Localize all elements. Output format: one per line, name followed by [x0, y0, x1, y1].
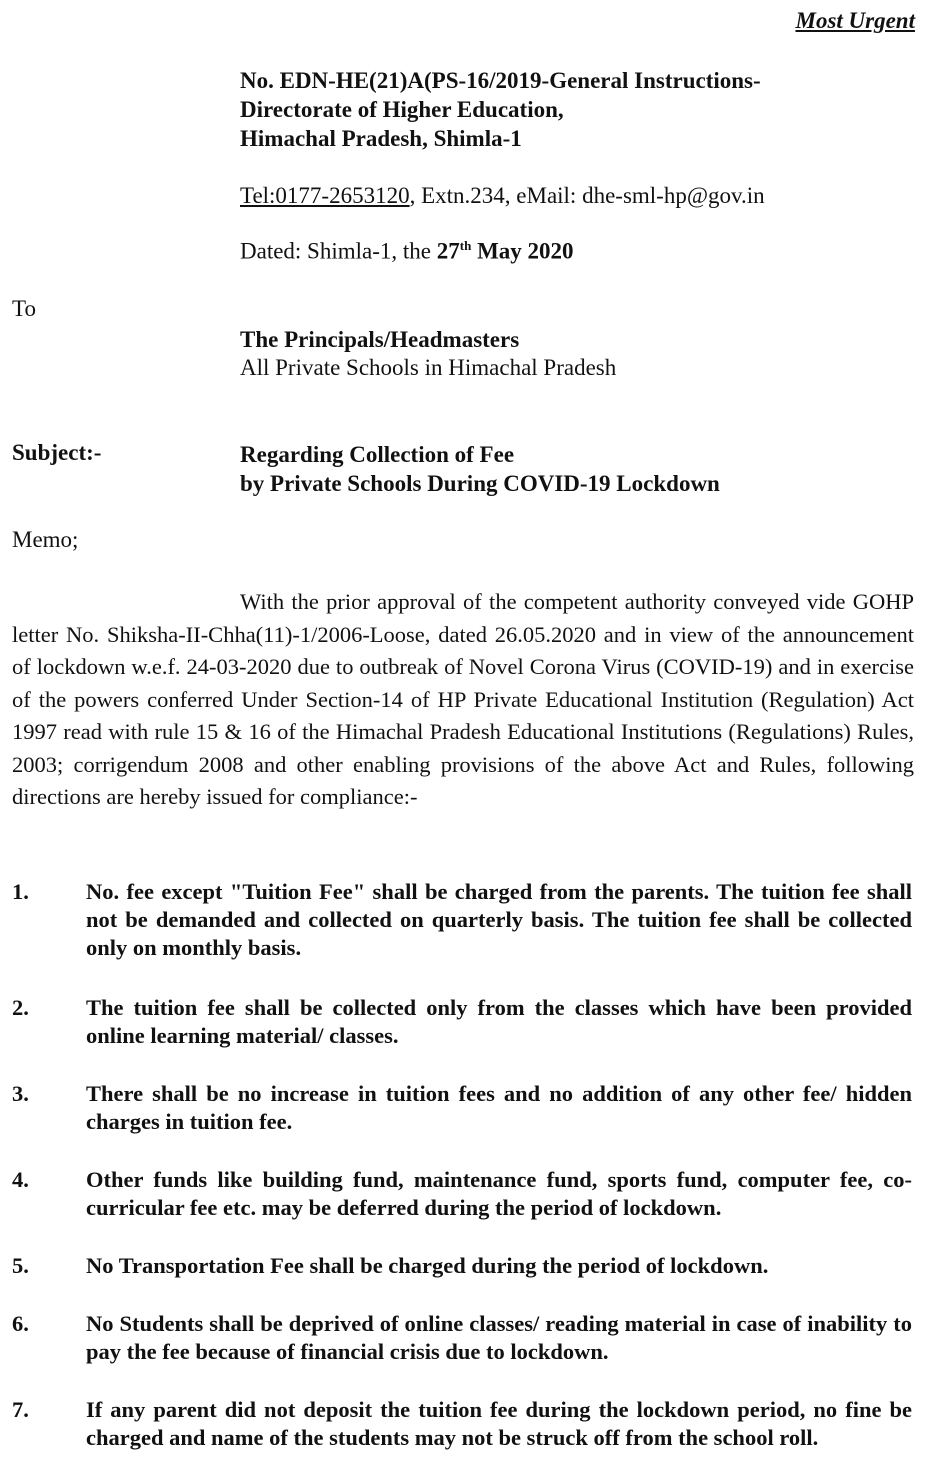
- contact-line: [240, 183, 765, 209]
- subject-line-2: by Private Schools During COVID-19 Lockdown: [240, 471, 720, 496]
- date-line: [240, 238, 574, 265]
- direction-text: No Transportation Fee shall be charged during the period of lockdown.: [86, 1253, 769, 1278]
- contact-details: , Extn.234, eMail: dhe-sml-hp@gov.in: [409, 183, 765, 208]
- urgency-label: Most Urgent: [795, 8, 915, 33]
- issuing-location: Himachal Pradesh, Shimla-1: [240, 126, 522, 151]
- direction-number: 4.: [12, 1167, 29, 1192]
- addressee-org: All Private Schools in Himachal Pradesh: [240, 355, 617, 380]
- direction-number: 1.: [12, 879, 29, 904]
- direction-text: If any parent did not deposit the tuition fee during the lockdown period, no fine be charged and name of the students may not be struck off from the school roll.: [86, 1397, 912, 1450]
- addressee-title: The Principals/Headmasters: [240, 327, 520, 352]
- subject-line-1: Regarding Collection of Fee: [240, 442, 515, 467]
- direction-text: No. fee except "Tuition Fee" shall be charged from the parents. The tuition fee shall not be demanded and collected on quarterly basis. The tuition fee shall be collected only on monthly basis.: [86, 879, 912, 960]
- reference-block: [240, 66, 761, 153]
- direction-text: There shall be no increase in tuition fees and no addition of any other fee/ hidden charges in tuition fee.: [86, 1081, 912, 1134]
- direction-number: 7.: [12, 1397, 29, 1422]
- direction-number: 6.: [12, 1311, 29, 1336]
- direction-number: 3.: [12, 1081, 29, 1106]
- issuing-office: Directorate of Higher Education,: [240, 97, 564, 122]
- subject-block: [240, 440, 720, 498]
- direction-number: 5.: [12, 1253, 29, 1278]
- addressee-block: [240, 326, 616, 382]
- memo-label: Memo;: [12, 527, 79, 552]
- direction-text: Other funds like building fund, maintenance fund, sports fund, computer fee, co-curricular fee etc. may be deferred during the period of lockdown.: [86, 1167, 912, 1220]
- date-prefix: Dated: Shimla-1, the: [240, 238, 437, 264]
- direction-text: The tuition fee shall be collected only from the classes which have been provided online learning material/ classes.: [86, 995, 912, 1048]
- date-day: 27: [436, 238, 460, 264]
- reference-number: No. EDN-HE(21)A(PS-16/2019-General Instructions-: [240, 68, 761, 93]
- direction-number: 2.: [12, 995, 29, 1020]
- telephone-number: Tel:0177-2653120: [240, 183, 410, 208]
- to-label: To: [12, 296, 36, 321]
- subject-label: Subject:-: [12, 440, 102, 465]
- date-suffix: th: [459, 238, 472, 253]
- date-month-year: May 2020: [471, 238, 574, 264]
- direction-text: No Students shall be deprived of online classes/ reading material in case of inability to pay the fee because of financial crisis due to lockdown.: [86, 1311, 912, 1364]
- body-paragraph: With the prior approval of the competent authority conveyed vide GOHP letter No. Shiksha-II-Chha(11)-1/2006-Loose, dated 26.05.2020 and in view of the announcement of lockdown w.e.f. 24-03-2020 due to outbreak of Novel Corona Virus (COVID-19) and in exercise of the powers conferred Under Section-14 of HP Private Educational Institution (Regulation) Act 1997 read with rule 15 & 16 of the Himachal Pradesh Educational Institutions (Regulations) Rules, 2003; corrigendum 2008 and other enabling provisions of the above Act and Rules, following directions are hereby issued for compliance:-: [12, 589, 914, 809]
